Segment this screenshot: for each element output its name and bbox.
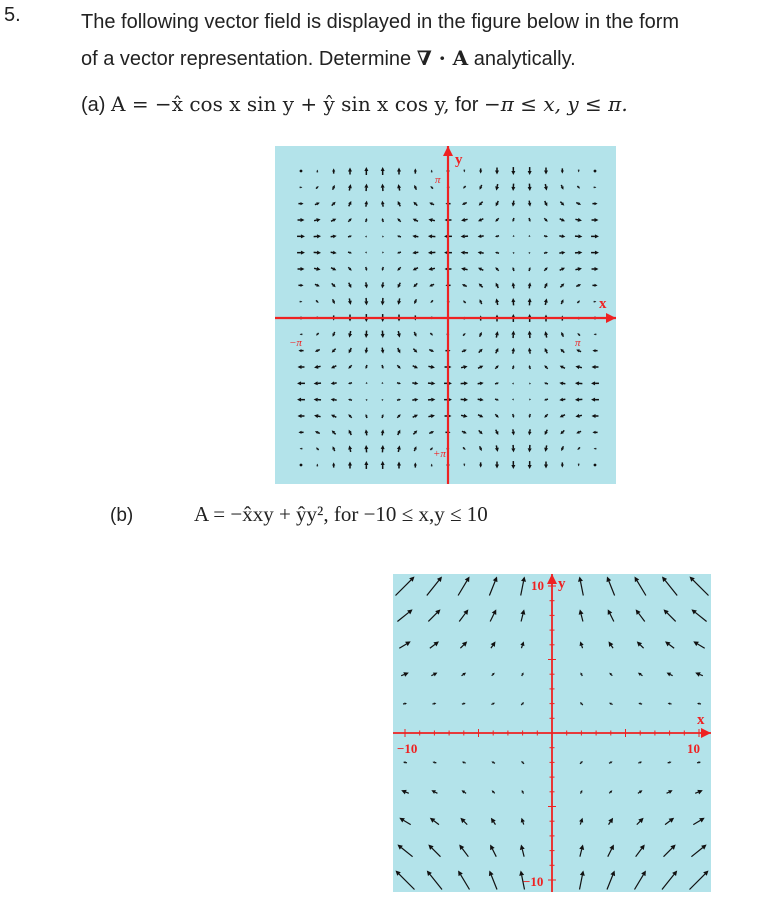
vector-arrow: [594, 464, 597, 467]
figure-b-tick-pos-x: 10: [687, 741, 700, 756]
figure-a-tick-neg-y: +π: [433, 448, 446, 460]
nabla-dot-a: ∇ · A: [416, 46, 469, 70]
part-a-equation: A = −x̂ cos x sin y + ŷ sin x cos y,: [111, 92, 450, 116]
part-a-range: −π ≤ x, y ≤ π.: [484, 92, 628, 116]
figure-a-tick-pos-y: π: [435, 174, 441, 186]
problem-text-line-2: [81, 40, 576, 77]
problem-text-line-2-a: of a vector representation. Determine: [81, 48, 412, 70]
part-a-label: (a): [81, 94, 106, 116]
vector-arrow: [594, 170, 597, 173]
part-a-for: for: [455, 94, 479, 116]
part-a-statement: [81, 86, 628, 123]
figure-b-tick-pos-y: 10: [531, 578, 544, 593]
problem-number: 5.: [4, 4, 21, 26]
figure-a-x-label: x: [599, 296, 607, 312]
figure-a-vector-field: [275, 146, 616, 484]
figure-a-y-label: y: [455, 152, 463, 168]
figure-a-background: [275, 146, 616, 484]
figure-a-tick-neg-x: −π: [289, 337, 302, 349]
figure-b-tick-neg-x: −10: [397, 741, 418, 756]
vector-arrow: [300, 170, 303, 173]
figure-b-y-label: y: [558, 576, 566, 592]
figure-a-tick-pos-x: π: [575, 337, 581, 349]
part-b-equation: A = −x̂xy + ŷy², for −10 ≤ x,y ≤ 10: [194, 502, 488, 526]
figure-b-vector-field: [393, 574, 711, 892]
figure-b-tick-neg-y: −10: [523, 874, 544, 889]
figure-b-x-label: x: [697, 712, 705, 728]
problem-text-line-2-b: analytically.: [473, 48, 576, 70]
vector-arrow: [300, 464, 303, 467]
problem-text-line-1: The following vector field is displayed in the figure below in the form: [81, 11, 680, 33]
part-b-label: (b): [110, 505, 134, 526]
